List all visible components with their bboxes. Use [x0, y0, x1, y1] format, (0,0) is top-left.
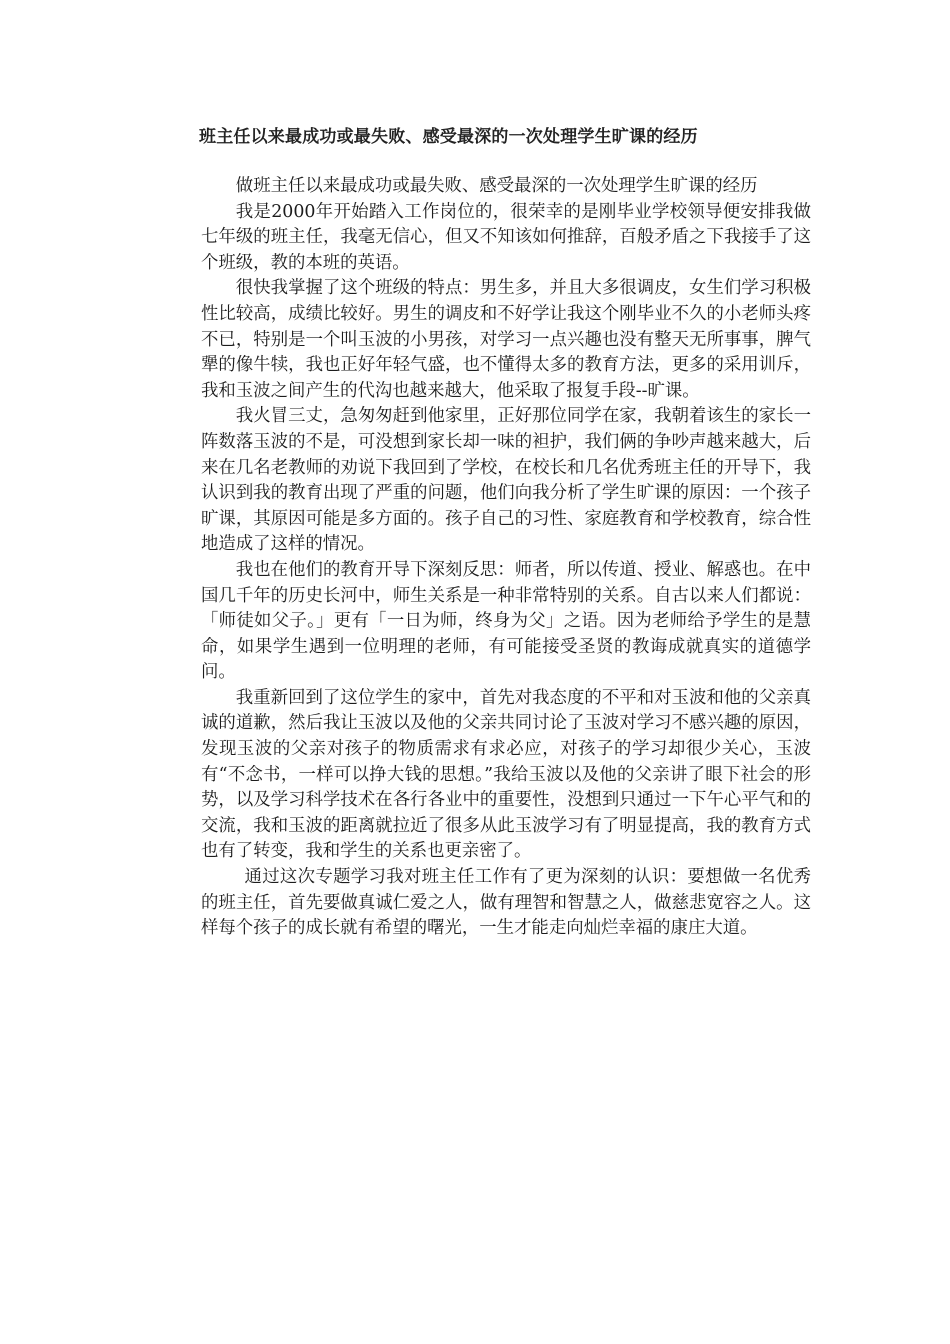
paragraph-1: 我是2000年开始踏入工作岗位的，很荣幸的是刚毕业学校领导便安排我做七年级的班主任，我毫无信心，但又不知该如何推辞，百般矛盾之下我接手了这个班级，教的本班的英语。 [201, 201, 811, 273]
paragraph-2: 很快我掌握了这个班级的特点：男生多，并且大多很调皮，女生们学习积极性比较高，成绩比较好。男生的调皮和不好学让我这个刚毕业不久的小老师头疼不已，特别是一个叫玉波的小男孩，对学习一点兴趣也没有整天无所事事，脾气犟的像牛犊，我也正好年轻气盛，也不懂得太多的教育方法，更多的采用训斥，我和玉波之间产生的代沟也越来越大，他采取了报复手段--旷课。 [201, 278, 811, 401]
paragraph-4: 我也在他们的教育开导下深刻反思：师者，所以传道、授业、解惑也。在中国几千年的历史长河中，师生关系是一种非常特别的关系。自古以来人们都说：「师徒如父子。」更有「一日为师，终身为父」之语。因为老师给予学生的是慧命，如果学生遇到一位明理的老师，有可能接受圣贤的教诲成就真实的道德学问。 [201, 559, 811, 683]
paragraph-3: 我火冒三丈，急匆匆赶到他家里，正好那位同学在家，我朝着该生的家长一阵数落玉波的不是，可没想到家长却一味的袒护，我们俩的争吵声越来越大，后来在几名老教师的劝说下我回到了学校，在校长和几名优秀班主任的开导下，我认识到我的教育出现了严重的问题，他们向我分析了学生旷课的原因：一个孩子旷课，其原因可能是多方面的。孩子自己的习性、家庭教育和学校教育，综合性地造成了这样的情况。 [201, 406, 811, 555]
document-body [201, 174, 811, 942]
paragraph-heading-repeat: 做班主任以来最成功或最失败、感受最深的一次处理学生旷课的经历 [235, 176, 758, 196]
document-title: 班主任以来最成功或最失败、感受最深的一次处理学生旷课的经历 [199, 127, 698, 147]
paragraph-6: 通过这次专题学习我对班主任工作有了更为深刻的认识：要想做一名优秀的班主任，首先要做真诚仁爱之人，做有理智和智慧之人，做慈悲宽容之人。这样每个孩子的成长就有希望的曙光，一生才能走向灿烂幸福的康庄大道。 [201, 867, 811, 939]
paragraph-5: 我重新回到了这位学生的家中，首先对我态度的不平和对玉波和他的父亲真诚的道歉，然后我让玉波以及他的父亲共同讨论了玉波对学习不感兴趣的原因，发现玉波的父亲对孩子的物质需求有求必应，对孩子的学习却很少关心，玉波有“不念书，一样可以挣大钱的思想。”我给玉波以及他的父亲讲了眼下社会的形势，以及学习科学技术在各行各业中的重要性，没想到只通过一下午心平气和的交流，我和玉波的距离就拉近了很多从此玉波学习有了明显提高，我的教育方式也有了转变，我和学生的关系也更亲密了。 [201, 687, 811, 862]
